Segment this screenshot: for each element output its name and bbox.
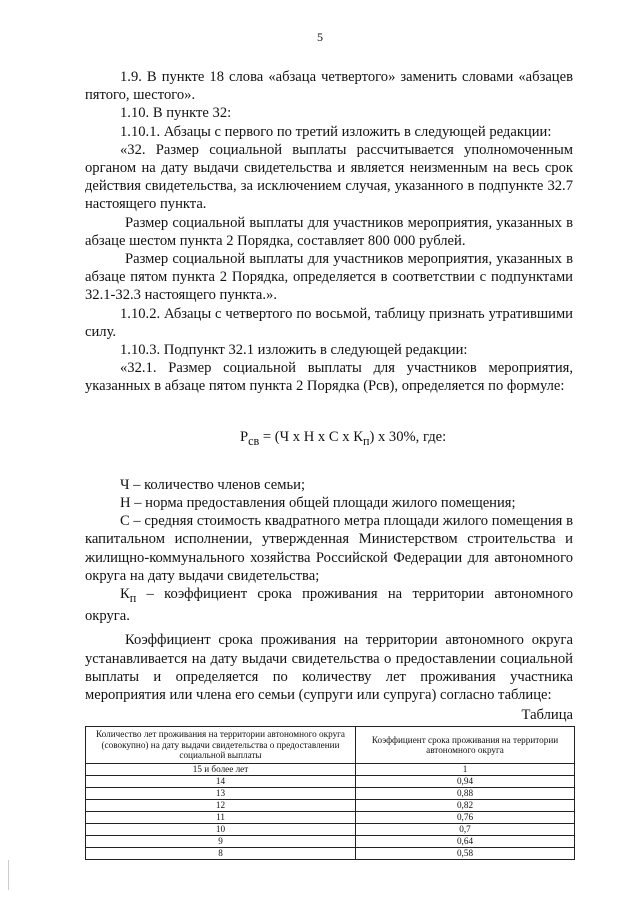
definition-kp-letter: К	[120, 585, 130, 602]
paragraph-social-payment-fifth: Размер социальной выплаты для участников мероприятия, указанных в абзаце пятом пункта 2 Порядка, определяется в соответствии с подпунктами 32.1-32.3 настоящего пункта.».	[85, 251, 573, 304]
table-row	[86, 775, 575, 787]
table-row	[86, 847, 575, 859]
table-cell-coefficient: 0,7	[356, 823, 575, 835]
table-row	[86, 811, 575, 823]
formula-p-sub: св	[248, 433, 260, 448]
definition-kp-sub: п	[129, 590, 137, 605]
coefficient-table	[85, 726, 575, 860]
paragraph-1-10-1: 1.10.1. Абзацы с первого по третий изложить в следующей редакции:	[120, 123, 552, 140]
paragraph-coefficient: Коэффициент срока проживания на территории автономного округа устанавливается на дату выдачи свидетельства о предоставлении социальной выплаты и определяется по количеству лет проживания участника мероприятия или члена его семьи (супруги или супруга) согласно таблице:	[85, 632, 573, 703]
formula-k-sub: п	[362, 433, 370, 448]
paragraph-1-10: 1.10. В пункте 32:	[120, 105, 232, 122]
paragraph-1-10-3: 1.10.3. Подпункт 32.1 изложить в следующей редакции:	[120, 342, 468, 359]
table-cell-coefficient: 0,94	[356, 775, 575, 787]
table-row	[86, 835, 575, 847]
formula-middle: = (Ч х Н х С х К	[259, 428, 363, 445]
table-cell-years: 15 и более лет	[86, 763, 356, 775]
table-row	[86, 823, 575, 835]
table-cell-years: 13	[86, 787, 356, 799]
paragraph-social-payment-sixth: Размер социальной выплаты для участников мероприятия, указанных в абзаце шестом пункта 2 Порядка, составляет 800 000 рублей.	[85, 214, 573, 249]
table-cell-coefficient: 0,58	[356, 847, 575, 859]
table-row	[86, 763, 575, 775]
table-caption: Таблица	[521, 707, 573, 724]
table-cell-coefficient: 0,82	[356, 799, 575, 811]
paragraph-1-10-2: 1.10.2. Абзацы с четвертого по восьмой, таблицу признать утратившими силу.	[85, 305, 573, 340]
paragraph-32-1: «32.1. Размер социальной выплаты для участников мероприятия, указанных в абзаце пятом пункта 2 Порядка (Рсв), определяется по формуле:	[85, 360, 573, 395]
table-cell-coefficient: 0,64	[356, 835, 575, 847]
table-row	[86, 787, 575, 799]
formula-tail: ) х 30%, где:	[369, 428, 447, 445]
definition-s: С – средняя стоимость квадратного метра площади жилого помещения в капитальном исполнении, утвержденная Министерством строительства и жилищно-коммунального хозяйства Российской Федерации для автономного округа на дату выдачи свидетельства;	[85, 513, 573, 584]
formula	[85, 428, 573, 450]
definition-kp-text: – коэффициент срока проживания на территории автономного округа.	[85, 585, 573, 625]
definition-n: Н – норма предоставления общей площади жилого помещения;	[120, 494, 516, 511]
table-cell-years: 11	[86, 811, 356, 823]
table-cell-coefficient: 0,88	[356, 787, 575, 799]
table-header-row	[86, 727, 575, 764]
table-header-coefficient: Коэффициент срока проживания на территории автономного округа	[356, 727, 575, 764]
table-cell-years: 10	[86, 823, 356, 835]
definition-ch: Ч – количество членов семьи;	[120, 476, 306, 493]
paragraph-32: «32. Размер социальной выплаты рассчитывается уполномоченным органом на дату выдачи свидетельства и является неизменным на весь срок действия свидетельства, за исключением случая, указанного в подпункте 32.7 настоящего пункта.	[85, 141, 573, 213]
scan-margin-mark	[8, 860, 9, 890]
table-row	[86, 799, 575, 811]
table-cell-years: 14	[86, 775, 356, 787]
table-cell-years: 12	[86, 799, 356, 811]
table-cell-years: 8	[86, 847, 356, 859]
table-cell-coefficient: 0,76	[356, 811, 575, 823]
table-cell-years: 9	[86, 835, 356, 847]
paragraph-1-9: 1.9. В пункте 18 слова «абзаца четвертого» заменить словами «абзацев пятого, шестого».	[85, 69, 573, 104]
document-body	[85, 68, 573, 860]
page-number: 5	[317, 30, 323, 44]
table-header-years: Количество лет проживания на территории автономного округа (совокупно) на дату выдачи свидетельства о предоставлении социальной выплаты	[86, 727, 356, 764]
table-cell-coefficient: 1	[356, 763, 575, 775]
formula-p-letter: Р	[240, 428, 249, 445]
definition-kp	[85, 585, 573, 625]
